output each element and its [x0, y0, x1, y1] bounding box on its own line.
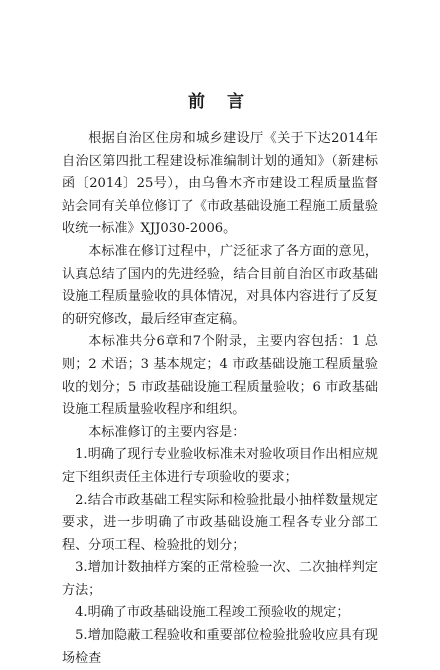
list-item-change-4: 4.明确了市政基础设施工程竣工预验收的规定；: [75, 605, 350, 621]
list-item-change-3: 3.增加计数抽样方案的正常检验一次、二次抽样判定方法；: [62, 560, 378, 598]
paragraph-revision-basis: 根据自治区住房和城乡建设厅《关于下达2014年自治区第四批工程建设标准编制计划的通知》（新建标函〔2014〕25号），由乌鲁木齐市建设工程质量监督站会同有关单位修订了《市政基础设施工程施工质量验收统一标准》XJJ030-2006。: [62, 131, 378, 237]
paragraph-main-changes-intro: 本标准修订的主要内容是：: [88, 424, 246, 440]
list-item-change-2: 2.结合市政基础工程实际和检验批最小抽样数量规定要求，进一步明确了市政基础设施工程各专业分部工程、分项工程、检验批的划分；: [62, 492, 378, 553]
paragraph-revision-process: 本标准在修订过程中，广泛征求了各方面的意见，认真总结了国内的先进经验，结合目前自治区市政基础设施工程质量验收的具体情况，对具体内容进行了反复的研究修改，最后经审查定稿。: [62, 243, 378, 327]
paragraph-contents-overview: 本标准共分6章和7个附录，主要内容包括：1 总则；2 术语；3 基本规定；4 市政基础设施工程质量验收的划分；5 市政基础设施工程质量验收；6 市政基础设施工程质量验收程序和组织。: [62, 334, 378, 418]
page-title: 前 言: [188, 92, 252, 112]
list-item-change-5: 5.增加隐蔽工程验收和重要部位检验批验收应具有现场检查: [62, 628, 378, 666]
list-item-change-1: 1.明确了现行专业验收标准未对验收项目作出相应规定下组织责任主体进行专项验收的要求；: [62, 447, 378, 485]
document-body: [62, 128, 378, 670]
